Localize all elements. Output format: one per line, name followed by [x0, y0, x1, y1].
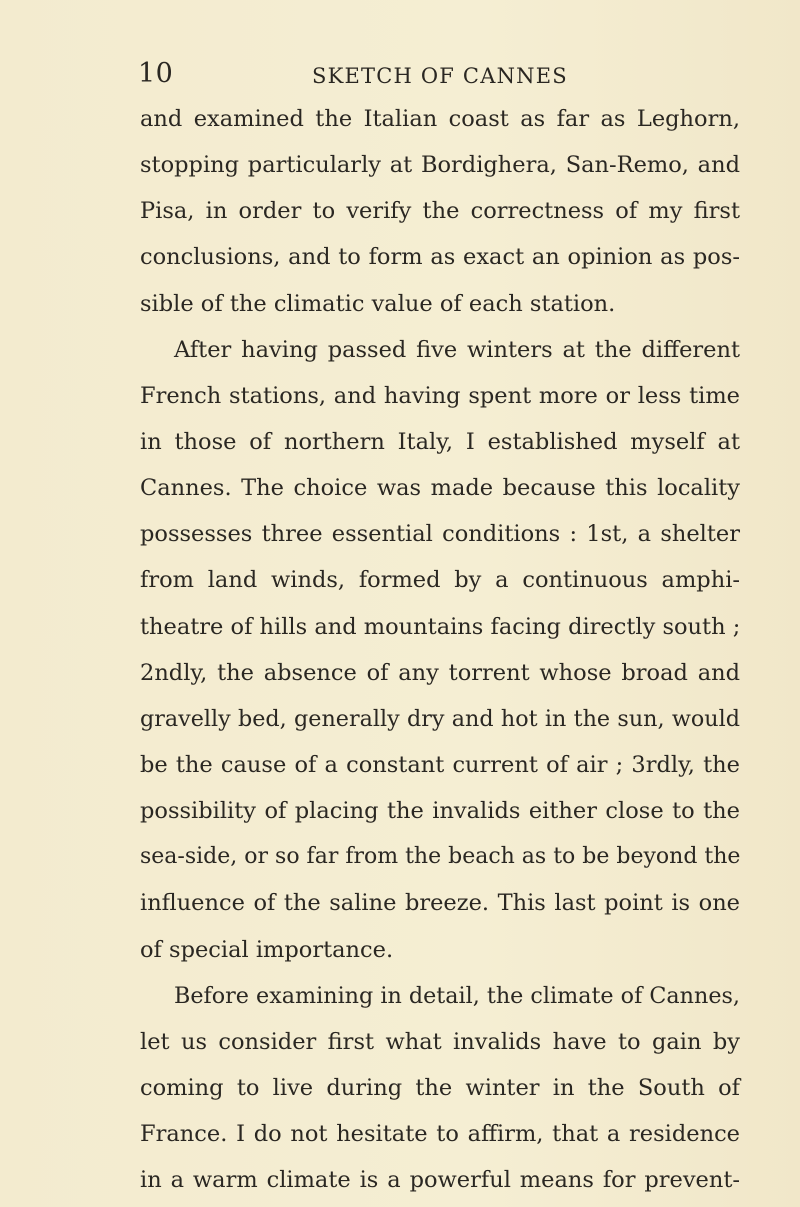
text-line: Cannes. The choice was made because this locality — [140, 475, 740, 502]
text-line: 2ndly, the absence of any torrent whose broad and — [140, 659, 740, 686]
text-line: sible of the climatic value of each station. — [140, 290, 616, 317]
text-line: in a warm climate is a powerful means for prevent- — [140, 1167, 740, 1194]
text-line: be the cause of a constant current of air ; 3rdly, the — [140, 751, 740, 778]
text-line: France. I do not hesitate to affirm, that a residence — [140, 1121, 740, 1148]
text-line: influence of the saline breeze. This last point is one — [140, 890, 740, 917]
paragraph-first-line: After having passed five winters at the different — [174, 336, 740, 363]
paragraph-first-line: Before examining in detail, the climate of Cannes, — [174, 982, 740, 1009]
text-line: conclusions, and to form as exact an opinion as pos- — [140, 244, 740, 271]
page-number: 10 — [138, 58, 174, 89]
body-text — [140, 96, 740, 1203]
text-line: French stations, and having spent more or less time — [140, 382, 740, 409]
text-line: possibility of placing the invalids either close to the — [140, 798, 740, 825]
text-line: possesses three essential conditions : 1st, a shelter — [140, 521, 740, 548]
text-line: stopping particularly at Bordighera, San-Remo, and — [140, 152, 740, 179]
text-line: let us consider first what invalids have to gain by — [140, 1028, 740, 1055]
text-line: gravelly bed, generally dry and hot in the sun, would — [140, 705, 740, 732]
text-line: Pisa, in order to verify the correctness of my first — [140, 198, 740, 225]
text-line: theatre of hills and mountains facing directly south ; — [140, 613, 741, 640]
text-line: coming to live during the winter in the South of — [140, 1074, 740, 1101]
text-line: from land winds, formed by a continuous amphi- — [140, 567, 740, 594]
page-header — [0, 52, 800, 92]
text-line: of special importance. — [140, 936, 394, 963]
text-line: and examined the Italian coast as far as Leghorn, — [140, 106, 740, 132]
text-line: sea-side, or so far from the beach as to be beyond the — [140, 844, 741, 870]
text-line: in those of northern Italy, I established myself at — [140, 428, 740, 455]
running-head: SKETCH OF CANNES — [312, 64, 568, 88]
